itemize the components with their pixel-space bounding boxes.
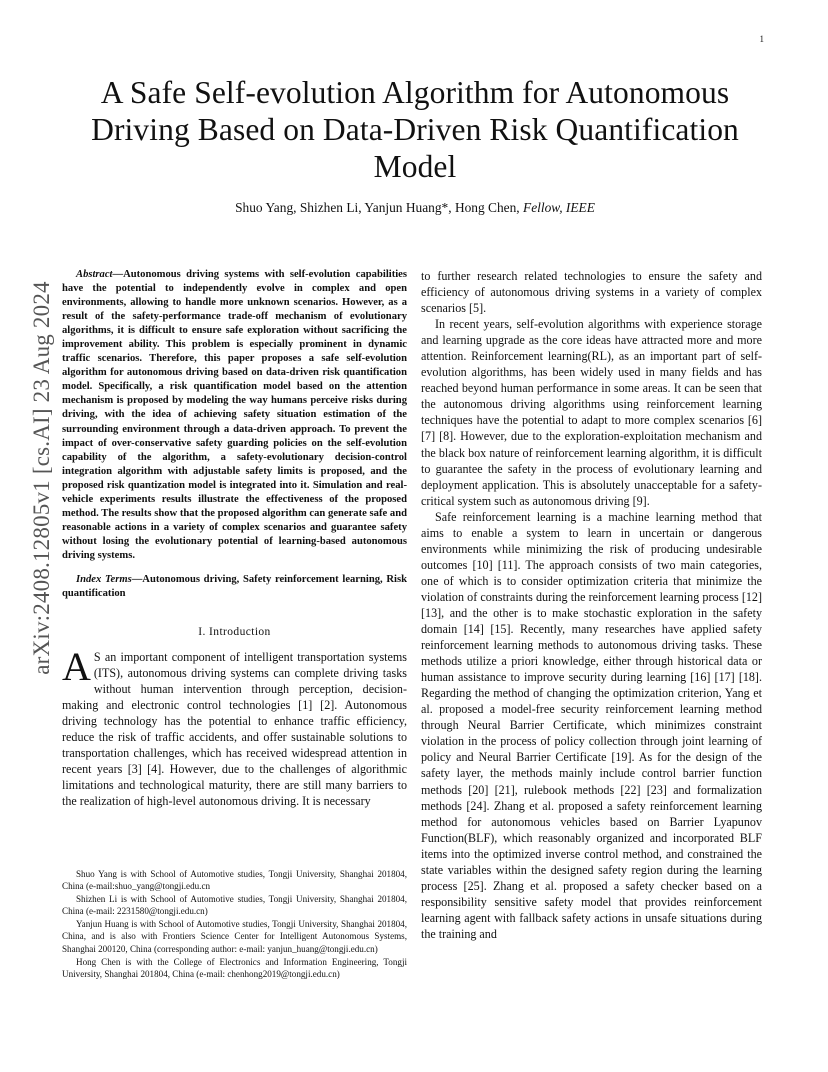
left-column (62, 268, 407, 809)
author-fellow-title: Fellow, IEEE (523, 200, 595, 215)
body-paragraph: Safe reinforcement learning is a machine learning method that aims to enable a system to learn in uncertain or dangerous environments while minimizing the risk of producing undesirable outcomes [10] [11]. The approach consists of two main categories, one of which is to consider optimization criteria that minimize the violation of constraints during the reinforcement learning process [12] [13], and the other is to make stochastic exploration in the safety domain [14] [15]. Recently, many researches have applied safety reinforcement learning methods to autonomous driving tasks. These methods utilize a priori knowledge, either through historical data or human assistance to improve security during learning [16] [17] [18]. Regarding the method of changing the optimization criterion, Yang et al. proposed a model-free security reinforcement learning method through Neural Barrier Certificate, which minimizes constraint violation in the process of policy collection through joint learning of policy and Neural Barrier Certificate [19]. As for the design of the safety layer, the methods mainly include control barrier function methods [20] [21], rulebook methods [22] [23] and formalization methods [24]. Zhang et al. proposed a safety reinforcement learning method for autonomous vehicles based on Barrier Lyapunov Function(BLF), which reasonably organized and incorporated BLF items into the optimized inverse control method, and constrained the state variables within the designed safety region during the learning process [25]. Zhang et al. proposed a safety checker based on a responsibility sensitive safety model that provides reinforcement learning agent with fallback safety actions in unsafe situations during the training and (421, 509, 762, 941)
arxiv-identifier-text: arXiv:2408.12805v1 [cs.AI] 23 Aug 2024 (29, 281, 54, 675)
author-list (70, 200, 760, 216)
section-heading: I. Introduction (198, 626, 271, 639)
index-terms (62, 573, 407, 601)
footnote: Hong Chen is with the College of Electronics and Information Engineering, Tongji University, Shanghai 201804, China (e-mail: chenhong2019@tongji.edu.cn) (62, 956, 407, 979)
footnotes (62, 868, 407, 981)
abstract-label: Abstract (76, 269, 113, 280)
page-number: 1 (759, 34, 764, 44)
arxiv-identifier (22, 281, 62, 675)
footnote: Shuo Yang is with School of Automotive studies, Tongji University, Shanghai 201804, China (e-mail:shuo_yang@tongji.edu.cn (62, 869, 407, 892)
dropcap: A (62, 643, 91, 689)
footnote: Shizhen Li is with School of Automotive studies, Tongji University, Shanghai 201804, China (e-mail: 2231580@tongji.edu.cn) (62, 894, 407, 917)
right-column (421, 268, 762, 942)
index-terms-text: —Autonomous driving, Safety reinforcement learning, Risk quantification (62, 573, 407, 600)
title-line: A Safe Self-evolution Algorithm for Autonomous (100, 75, 730, 110)
intro-text: S an important component of intelligent transportation systems (ITS), autonomous driving systems can complete driving tasks without human intervention through perception, decision-making and electronic control technologies [1] [2]. Autonomous driving technology has the potential to enhance traffic efficiency, reduce the risk of traffic accidents, and offer sustainable solutions to transportation challenges, which has received widespread attention in recent years [3] [4]. However, due to the challenges of algorithmic limitations and technological maturity, there are still many barriers to the realization of high-level autonomous driving. It is necessary (62, 649, 407, 809)
abstract (62, 268, 407, 563)
author-names: Shuo Yang, Shizhen Li, Yanjun Huang*, Hong Chen, (235, 200, 520, 215)
footnote: Yanjun Huang is with School of Automotive studies, Tongji University, Shanghai 201804, China, and is also with Frontiers Science Center for Intelligent Autonomous Systems, Shanghai 200120, China (corresponding author: e-mail: yanjun_huang@tongji.edu.cn) (62, 919, 407, 954)
title-line: Driving Based on Data-Driven Risk Quantification (91, 112, 739, 147)
body-paragraph: to further research related technologies to ensure the safety and efficiency of autonomous driving systems in a variety of complex scenarios [5]. (421, 269, 762, 316)
intro-paragraph (62, 643, 407, 809)
paper-title (70, 74, 760, 185)
abstract-text: —Autonomous driving systems with self-evolution capabilities have the potential to independently evolve in complex and open environments, allowing to handle more unknown scenarios. However, as a result of the safety-performance trade-off mechanism of evolutionary algorithms, it is difficult to ensure safe exploration without sacrificing the improvement ability. This problem is especially prominent in dynamic traffic scenarios. Therefore, this paper proposes a safe self-evolution algorithm for autonomous driving based on data-driven risk quantification model. Specifically, a risk quantification model based on the attention mechanism is proposed by modeling the way humans perceive risks during driving, with the idea of achieving safety situation estimation of the surrounding environment through a data-driven approach. To prevent the impact of over-conservative safety guarding policies on the self-evolution capability of the algorithm, a safety-evolutionary decision-control integration algorithm with adjustable safety limits is proposed, and the proposed risk quantization model is integrated into it. Simulation and real-vehicle experiments results illustrate the effectiveness of the proposed method. The results show that the proposed algorithm can generate safe and reasonable actions in a variety of complex scenarios and guarantee safety without losing the evolutionary potential of learning-based autonomous driving systems. (62, 269, 407, 561)
title-line: Model (373, 149, 457, 184)
index-terms-label: Index Terms (76, 573, 132, 585)
body-paragraph: In recent years, self-evolution algorithms with experience storage and learning upgrade as the core ideas have attracted more and more attention. Reinforcement learning(RL), as an important part of self-evolution algorithms, has been widely used in many fields and has reached beyond human performance in some areas. It can be seen that the autonomous driving algorithms using reinforcement learning techniques have the potential to adapt to more complex scenarios [6] [7] [8]. However, due to the exploration-exploitation mechanism and the black box nature of reinforcement learning algorithm, it is difficult to guarantee the safety in the process of evolutionary learning and deployment application. This is absolutely unacceptable for a safety-critical system such as autonomous driving [9]. (421, 317, 762, 508)
